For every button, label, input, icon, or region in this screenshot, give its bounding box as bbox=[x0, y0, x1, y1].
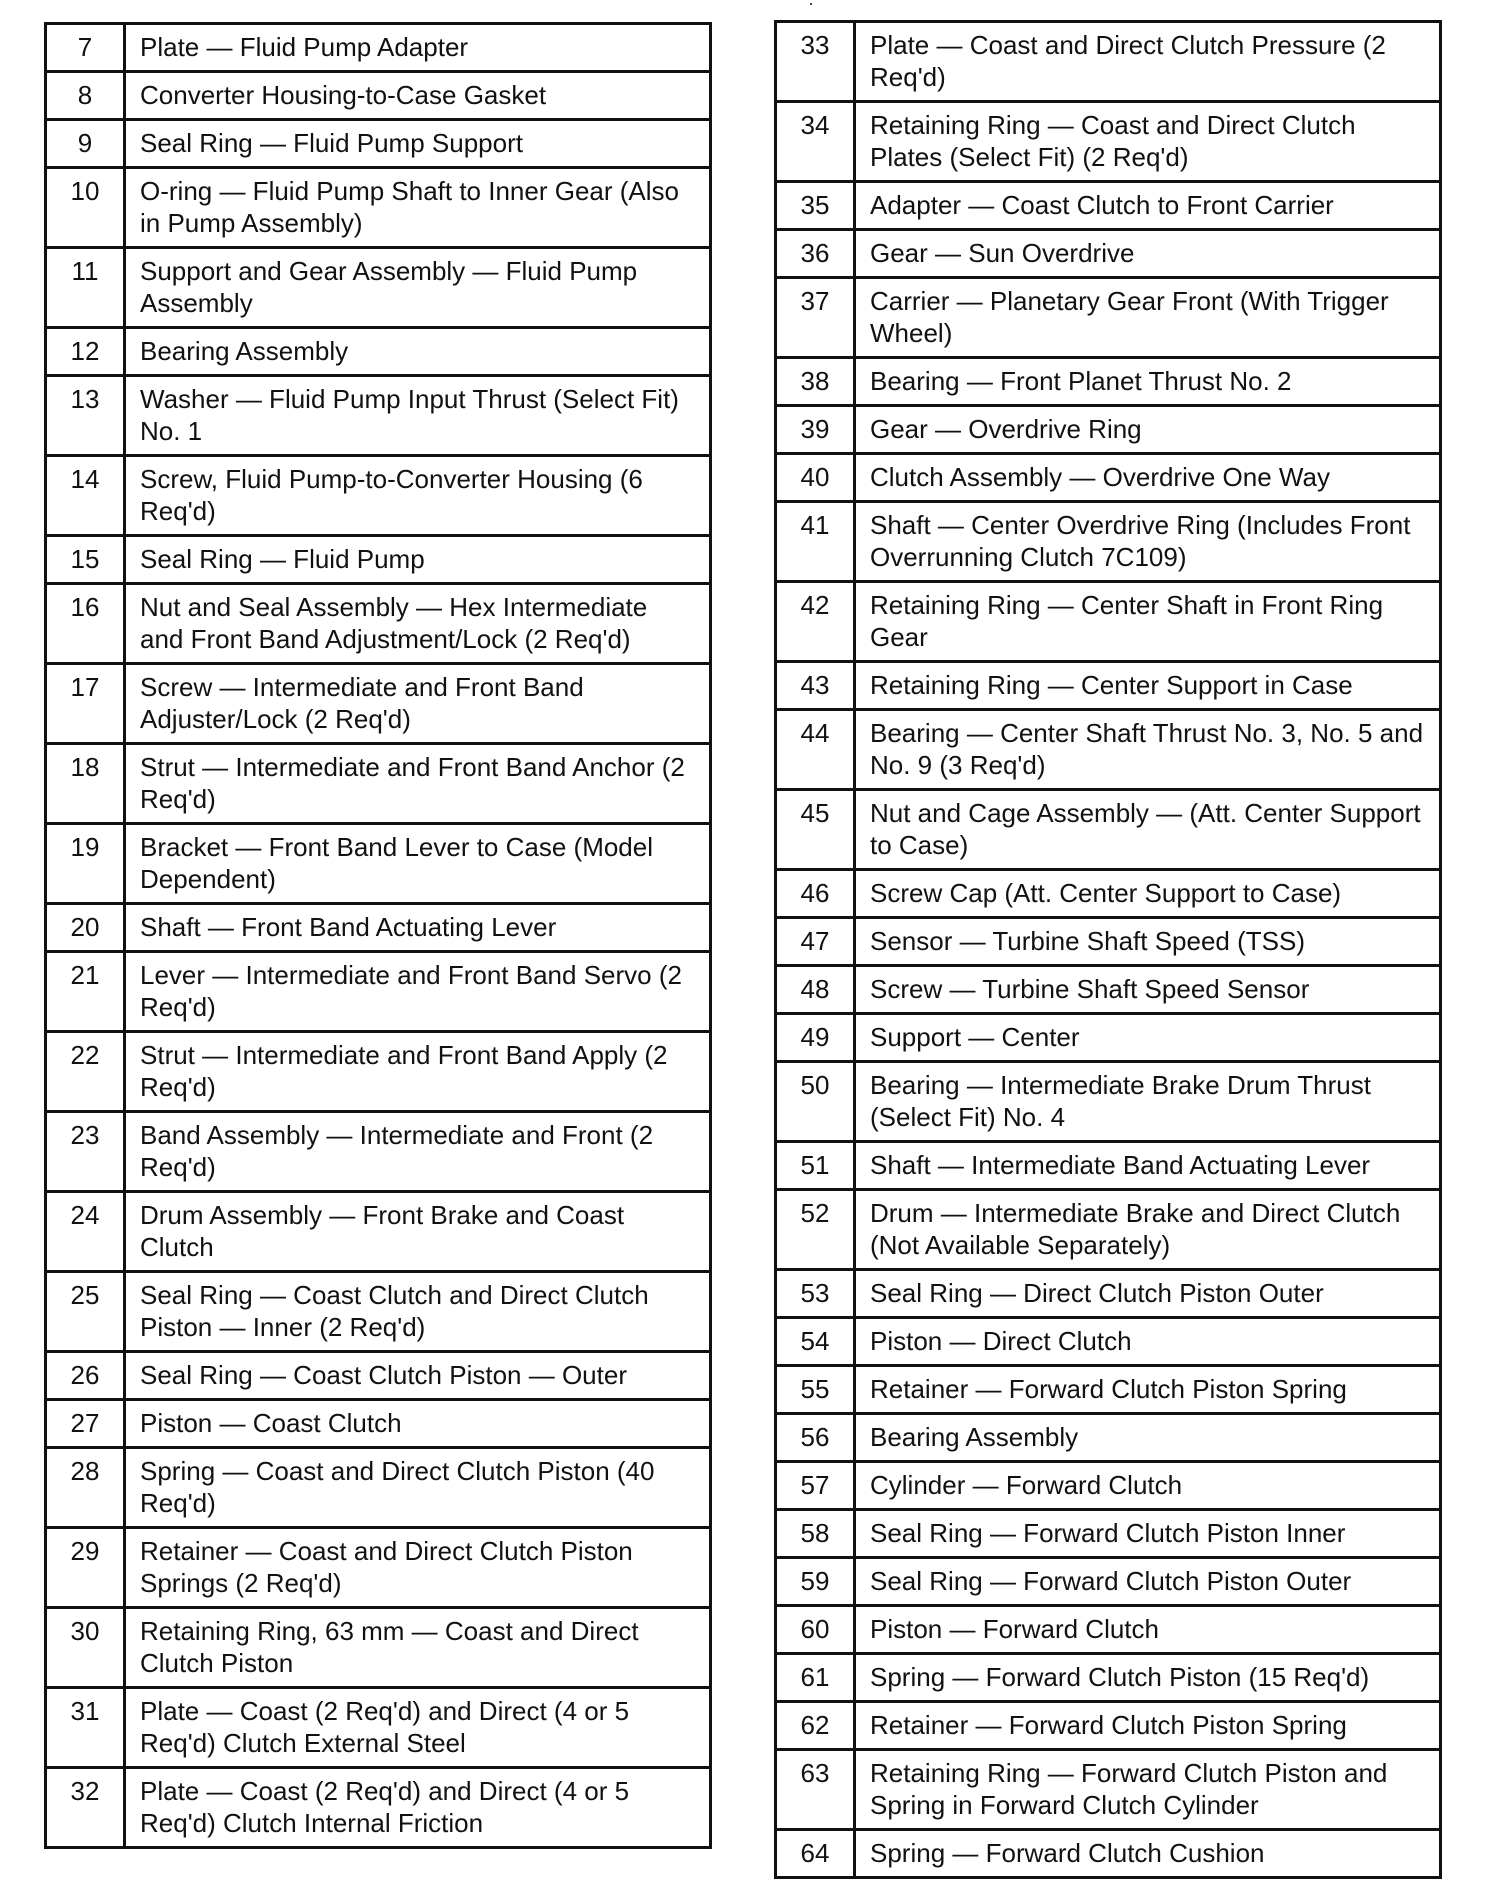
table-row bbox=[46, 744, 711, 824]
item-description: Retaining Ring — Forward Clutch Piston and Spring in Forward Clutch Cylinder bbox=[855, 1750, 1441, 1830]
item-number: 52 bbox=[776, 1190, 855, 1270]
item-description: Retaining Ring, 63 mm — Coast and Direct Clutch Piston bbox=[125, 1608, 711, 1688]
item-description: Retaining Ring — Center Support in Case bbox=[855, 662, 1441, 710]
item-number: 21 bbox=[46, 952, 125, 1032]
item-description: Strut — Intermediate and Front Band Apply (2 Req'd) bbox=[125, 1032, 711, 1112]
table-row bbox=[776, 1318, 1441, 1366]
table-row bbox=[776, 1014, 1441, 1062]
item-number: 40 bbox=[776, 454, 855, 502]
item-description: Spring — Coast and Direct Clutch Piston (40 Req'd) bbox=[125, 1448, 711, 1528]
item-number: 41 bbox=[776, 502, 855, 582]
table-row bbox=[776, 1654, 1441, 1702]
table-row bbox=[776, 502, 1441, 582]
item-description: Gear — Sun Overdrive bbox=[855, 230, 1441, 278]
item-description: Lever — Intermediate and Front Band Servo (2 Req'd) bbox=[125, 952, 711, 1032]
item-description: Retaining Ring — Center Shaft in Front Ring Gear bbox=[855, 582, 1441, 662]
item-description: Spring — Forward Clutch Piston (15 Req'd) bbox=[855, 1654, 1441, 1702]
table-row bbox=[46, 664, 711, 744]
item-description: Bearing Assembly bbox=[855, 1414, 1441, 1462]
item-number: 24 bbox=[46, 1192, 125, 1272]
item-description: Nut and Cage Assembly — (Att. Center Support to Case) bbox=[855, 790, 1441, 870]
table-row bbox=[776, 230, 1441, 278]
item-number: 16 bbox=[46, 584, 125, 664]
item-description: Bearing Assembly bbox=[125, 328, 711, 376]
table-row bbox=[776, 1462, 1441, 1510]
item-number: 29 bbox=[46, 1528, 125, 1608]
table-row bbox=[776, 1270, 1441, 1318]
item-description: Support — Center bbox=[855, 1014, 1441, 1062]
table-row bbox=[46, 952, 711, 1032]
item-number: 30 bbox=[46, 1608, 125, 1688]
item-number: 17 bbox=[46, 664, 125, 744]
item-number: 20 bbox=[46, 904, 125, 952]
scan-speck bbox=[810, 3, 812, 5]
item-description: Strut — Intermediate and Front Band Anchor (2 Req'd) bbox=[125, 744, 711, 824]
item-number: 12 bbox=[46, 328, 125, 376]
item-description: Gear — Overdrive Ring bbox=[855, 406, 1441, 454]
table-row bbox=[776, 1190, 1441, 1270]
item-number: 39 bbox=[776, 406, 855, 454]
table-row bbox=[46, 1448, 711, 1528]
item-description: Bracket — Front Band Lever to Case (Model Dependent) bbox=[125, 824, 711, 904]
item-description: Clutch Assembly — Overdrive One Way bbox=[855, 454, 1441, 502]
table-row bbox=[46, 1112, 711, 1192]
item-number: 61 bbox=[776, 1654, 855, 1702]
item-description: Screw Cap (Att. Center Support to Case) bbox=[855, 870, 1441, 918]
item-number: 47 bbox=[776, 918, 855, 966]
item-number: 35 bbox=[776, 182, 855, 230]
item-description: Piston — Forward Clutch bbox=[855, 1606, 1441, 1654]
item-number: 31 bbox=[46, 1688, 125, 1768]
item-number: 28 bbox=[46, 1448, 125, 1528]
table-row bbox=[46, 1272, 711, 1352]
table-row bbox=[776, 1702, 1441, 1750]
table-row bbox=[776, 1366, 1441, 1414]
item-number: 38 bbox=[776, 358, 855, 406]
table-row bbox=[776, 790, 1441, 870]
table-row bbox=[46, 904, 711, 952]
item-description: Retainer — Forward Clutch Piston Spring bbox=[855, 1366, 1441, 1414]
item-number: 32 bbox=[46, 1768, 125, 1848]
table-row bbox=[46, 824, 711, 904]
item-number: 44 bbox=[776, 710, 855, 790]
item-number: 62 bbox=[776, 1702, 855, 1750]
item-number: 45 bbox=[776, 790, 855, 870]
table-row bbox=[46, 168, 711, 248]
table-row bbox=[46, 536, 711, 584]
table-row bbox=[776, 1606, 1441, 1654]
table-row bbox=[46, 72, 711, 120]
item-description: Screw — Intermediate and Front Band Adjuster/Lock (2 Req'd) bbox=[125, 664, 711, 744]
item-number: 49 bbox=[776, 1014, 855, 1062]
item-number: 56 bbox=[776, 1414, 855, 1462]
item-description: Drum Assembly — Front Brake and Coast Clutch bbox=[125, 1192, 711, 1272]
item-description: Converter Housing-to-Case Gasket bbox=[125, 72, 711, 120]
table-row bbox=[46, 584, 711, 664]
table-row bbox=[776, 1510, 1441, 1558]
item-number: 63 bbox=[776, 1750, 855, 1830]
item-number: 46 bbox=[776, 870, 855, 918]
table-row bbox=[46, 376, 711, 456]
item-description: Washer — Fluid Pump Input Thrust (Select Fit) No. 1 bbox=[125, 376, 711, 456]
item-description: Spring — Forward Clutch Cushion bbox=[855, 1830, 1441, 1878]
table-row bbox=[776, 710, 1441, 790]
item-number: 8 bbox=[46, 72, 125, 120]
item-description: Seal Ring — Direct Clutch Piston Outer bbox=[855, 1270, 1441, 1318]
table-row bbox=[46, 1528, 711, 1608]
item-number: 37 bbox=[776, 278, 855, 358]
table-row bbox=[776, 22, 1441, 102]
item-description: Screw — Turbine Shaft Speed Sensor bbox=[855, 966, 1441, 1014]
item-number: 7 bbox=[46, 24, 125, 72]
item-number: 58 bbox=[776, 1510, 855, 1558]
item-number: 42 bbox=[776, 582, 855, 662]
item-description: Bearing — Intermediate Brake Drum Thrust (Select Fit) No. 4 bbox=[855, 1062, 1441, 1142]
item-description: Adapter — Coast Clutch to Front Carrier bbox=[855, 182, 1441, 230]
table-row bbox=[46, 456, 711, 536]
item-number: 11 bbox=[46, 248, 125, 328]
item-description: Plate — Coast (2 Req'd) and Direct (4 or 5 Req'd) Clutch External Steel bbox=[125, 1688, 711, 1768]
parts-table-right bbox=[774, 20, 1442, 1879]
table-row bbox=[46, 1688, 711, 1768]
item-description: Bearing — Center Shaft Thrust No. 3, No. 5 and No. 9 (3 Req'd) bbox=[855, 710, 1441, 790]
item-number: 19 bbox=[46, 824, 125, 904]
item-number: 34 bbox=[776, 102, 855, 182]
item-description: Shaft — Front Band Actuating Lever bbox=[125, 904, 711, 952]
item-number: 25 bbox=[46, 1272, 125, 1352]
table-row bbox=[46, 1768, 711, 1848]
item-description: Piston — Direct Clutch bbox=[855, 1318, 1441, 1366]
table-row bbox=[46, 1608, 711, 1688]
item-description: Carrier — Planetary Gear Front (With Trigger Wheel) bbox=[855, 278, 1441, 358]
table-row bbox=[776, 182, 1441, 230]
parts-table-left bbox=[44, 22, 712, 1849]
table-row bbox=[776, 102, 1441, 182]
table-row bbox=[46, 1352, 711, 1400]
item-number: 48 bbox=[776, 966, 855, 1014]
table-row bbox=[776, 662, 1441, 710]
item-description: Retaining Ring — Coast and Direct Clutch Plates (Select Fit) (2 Req'd) bbox=[855, 102, 1441, 182]
item-description: Seal Ring — Fluid Pump bbox=[125, 536, 711, 584]
table-row bbox=[46, 1032, 711, 1112]
item-number: 26 bbox=[46, 1352, 125, 1400]
item-description: Bearing — Front Planet Thrust No. 2 bbox=[855, 358, 1441, 406]
table-row bbox=[776, 358, 1441, 406]
item-number: 9 bbox=[46, 120, 125, 168]
item-description: Seal Ring — Coast Clutch and Direct Clutch Piston — Inner (2 Req'd) bbox=[125, 1272, 711, 1352]
table-row bbox=[46, 248, 711, 328]
table-row bbox=[776, 454, 1441, 502]
item-number: 54 bbox=[776, 1318, 855, 1366]
item-number: 10 bbox=[46, 168, 125, 248]
table-row bbox=[776, 1750, 1441, 1830]
table-row bbox=[776, 1830, 1441, 1878]
item-description: Nut and Seal Assembly — Hex Intermediate and Front Band Adjustment/Lock (2 Req'd) bbox=[125, 584, 711, 664]
item-number: 64 bbox=[776, 1830, 855, 1878]
item-description: O-ring — Fluid Pump Shaft to Inner Gear (Also in Pump Assembly) bbox=[125, 168, 711, 248]
table-row bbox=[776, 278, 1441, 358]
item-number: 14 bbox=[46, 456, 125, 536]
item-description: Seal Ring — Forward Clutch Piston Inner bbox=[855, 1510, 1441, 1558]
item-description: Seal Ring — Coast Clutch Piston — Outer bbox=[125, 1352, 711, 1400]
table-row bbox=[776, 582, 1441, 662]
table-row bbox=[776, 918, 1441, 966]
table-row bbox=[46, 120, 711, 168]
table-row bbox=[776, 870, 1441, 918]
item-number: 36 bbox=[776, 230, 855, 278]
item-number: 57 bbox=[776, 1462, 855, 1510]
item-description: Plate — Coast (2 Req'd) and Direct (4 or 5 Req'd) Clutch Internal Friction bbox=[125, 1768, 711, 1848]
table-row bbox=[776, 966, 1441, 1014]
item-description: Retainer — Forward Clutch Piston Spring bbox=[855, 1702, 1441, 1750]
item-number: 27 bbox=[46, 1400, 125, 1448]
table-row bbox=[776, 1062, 1441, 1142]
table-row bbox=[46, 328, 711, 376]
item-description: Drum — Intermediate Brake and Direct Clutch (Not Available Separately) bbox=[855, 1190, 1441, 1270]
item-number: 18 bbox=[46, 744, 125, 824]
item-number: 50 bbox=[776, 1062, 855, 1142]
item-number: 53 bbox=[776, 1270, 855, 1318]
item-description: Sensor — Turbine Shaft Speed (TSS) bbox=[855, 918, 1441, 966]
item-number: 23 bbox=[46, 1112, 125, 1192]
table-row bbox=[776, 1414, 1441, 1462]
item-description: Cylinder — Forward Clutch bbox=[855, 1462, 1441, 1510]
table-row bbox=[46, 1400, 711, 1448]
item-description: Retainer — Coast and Direct Clutch Piston Springs (2 Req'd) bbox=[125, 1528, 711, 1608]
item-description: Screw, Fluid Pump-to-Converter Housing (6 Req'd) bbox=[125, 456, 711, 536]
table-row bbox=[46, 24, 711, 72]
item-number: 51 bbox=[776, 1142, 855, 1190]
item-number: 15 bbox=[46, 536, 125, 584]
item-description: Shaft — Center Overdrive Ring (Includes Front Overrunning Clutch 7C109) bbox=[855, 502, 1441, 582]
item-description: Support and Gear Assembly — Fluid Pump Assembly bbox=[125, 248, 711, 328]
item-number: 60 bbox=[776, 1606, 855, 1654]
table-row bbox=[776, 1558, 1441, 1606]
item-number: 43 bbox=[776, 662, 855, 710]
item-number: 59 bbox=[776, 1558, 855, 1606]
item-description: Plate — Coast and Direct Clutch Pressure (2 Req'd) bbox=[855, 22, 1441, 102]
item-number: 33 bbox=[776, 22, 855, 102]
item-description: Band Assembly — Intermediate and Front (2 Req'd) bbox=[125, 1112, 711, 1192]
item-description: Shaft — Intermediate Band Actuating Lever bbox=[855, 1142, 1441, 1190]
item-description: Plate — Fluid Pump Adapter bbox=[125, 24, 711, 72]
item-number: 13 bbox=[46, 376, 125, 456]
item-description: Seal Ring — Forward Clutch Piston Outer bbox=[855, 1558, 1441, 1606]
item-number: 22 bbox=[46, 1032, 125, 1112]
table-row bbox=[776, 1142, 1441, 1190]
item-description: Piston — Coast Clutch bbox=[125, 1400, 711, 1448]
table-row bbox=[46, 1192, 711, 1272]
item-number: 55 bbox=[776, 1366, 855, 1414]
table-row bbox=[776, 406, 1441, 454]
item-description: Seal Ring — Fluid Pump Support bbox=[125, 120, 711, 168]
